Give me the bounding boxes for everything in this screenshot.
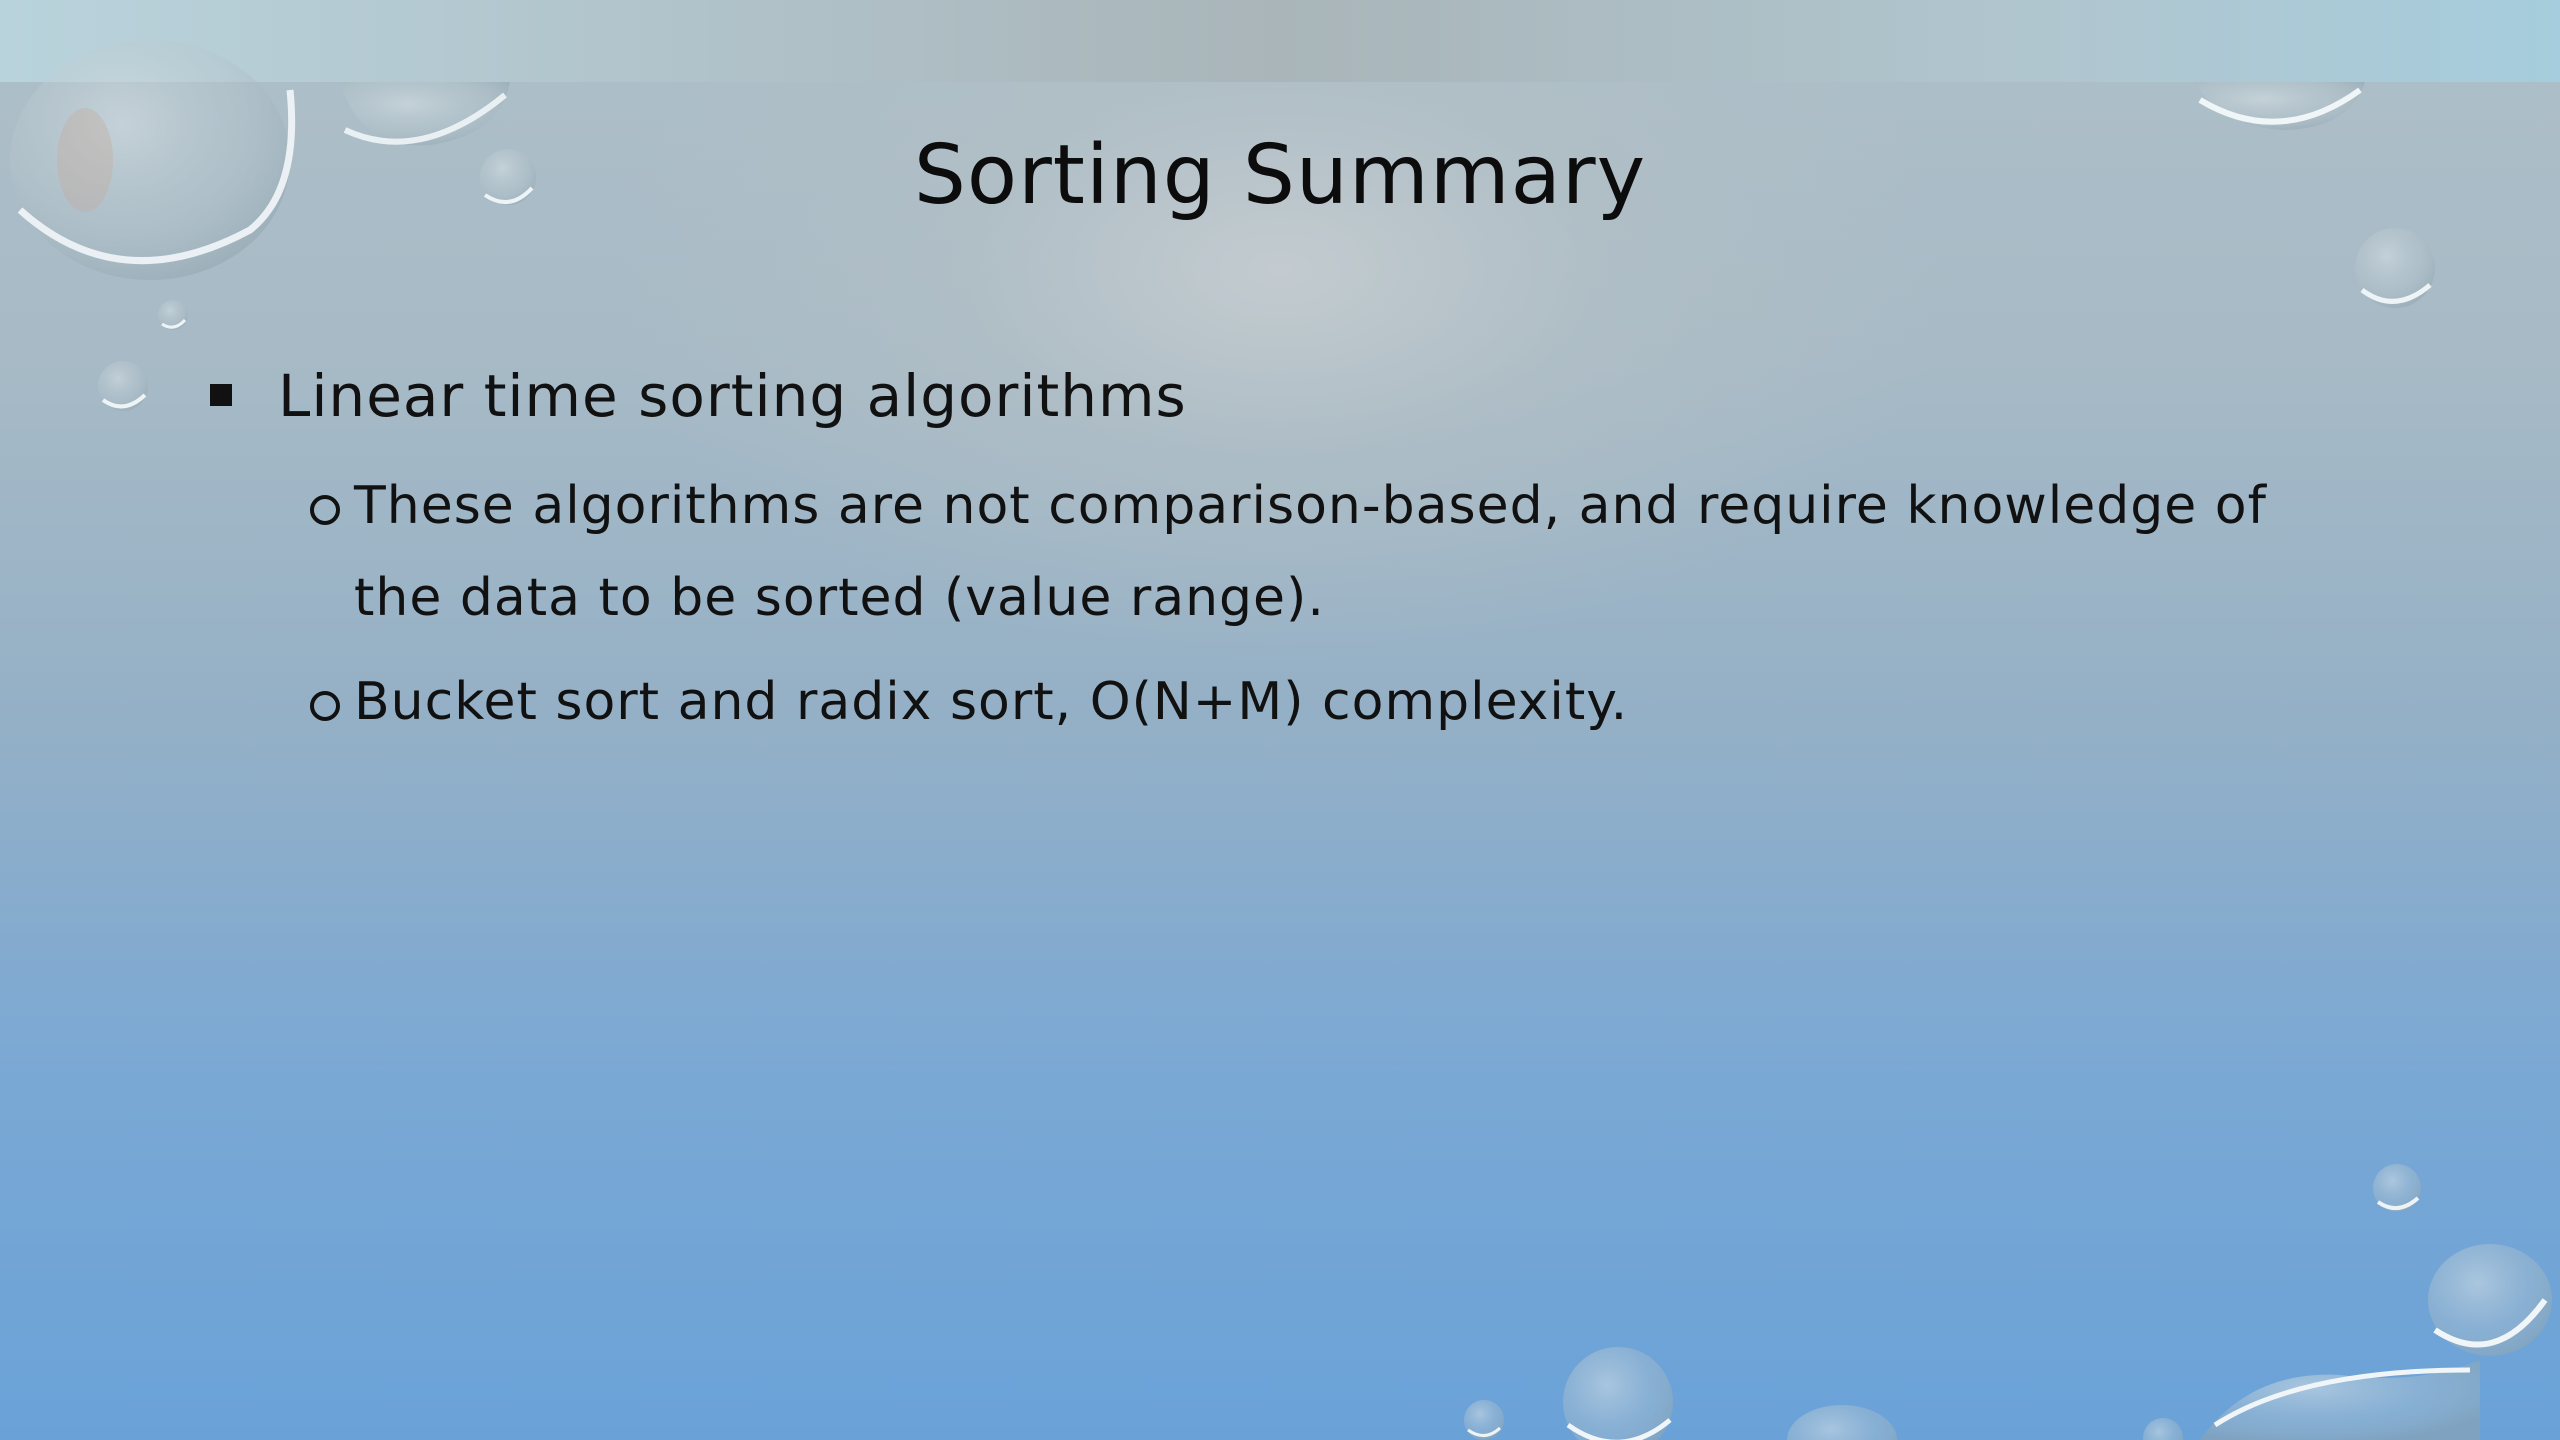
sub-bullet-item xyxy=(310,656,2310,748)
slide-top-band xyxy=(0,0,2560,82)
water-droplet-icon xyxy=(1787,1405,1897,1440)
circle-bullet-icon xyxy=(310,691,340,721)
slide-content xyxy=(210,350,2360,748)
bullet-item xyxy=(210,350,2360,442)
water-droplet-icon xyxy=(98,361,148,411)
water-droplet-icon xyxy=(2428,1244,2552,1356)
bullet-text: Linear time sorting algorithms xyxy=(278,362,1187,430)
water-droplet-icon xyxy=(2200,1360,2480,1440)
sub-bullet-text: Bucket sort and radix sort, O(N+M) complexity. xyxy=(354,672,1629,732)
water-droplet-icon xyxy=(158,300,188,330)
slide-title: Sorting Summary xyxy=(913,128,1647,223)
sub-bullet-item xyxy=(310,460,2310,644)
water-droplet-icon xyxy=(2373,1164,2421,1212)
water-droplet-icon xyxy=(2355,228,2435,308)
circle-bullet-icon xyxy=(310,495,340,525)
water-droplet-icon xyxy=(1563,1347,1673,1440)
sub-bullet-text: These algorithms are not comparison-based, and require knowledge of the data to be sorted (value range). xyxy=(354,476,2267,628)
square-bullet-icon xyxy=(210,384,232,406)
water-droplet-icon xyxy=(1464,1400,1504,1440)
water-droplet-icon xyxy=(2143,1418,2183,1440)
water-droplet-icon xyxy=(2195,82,2365,130)
